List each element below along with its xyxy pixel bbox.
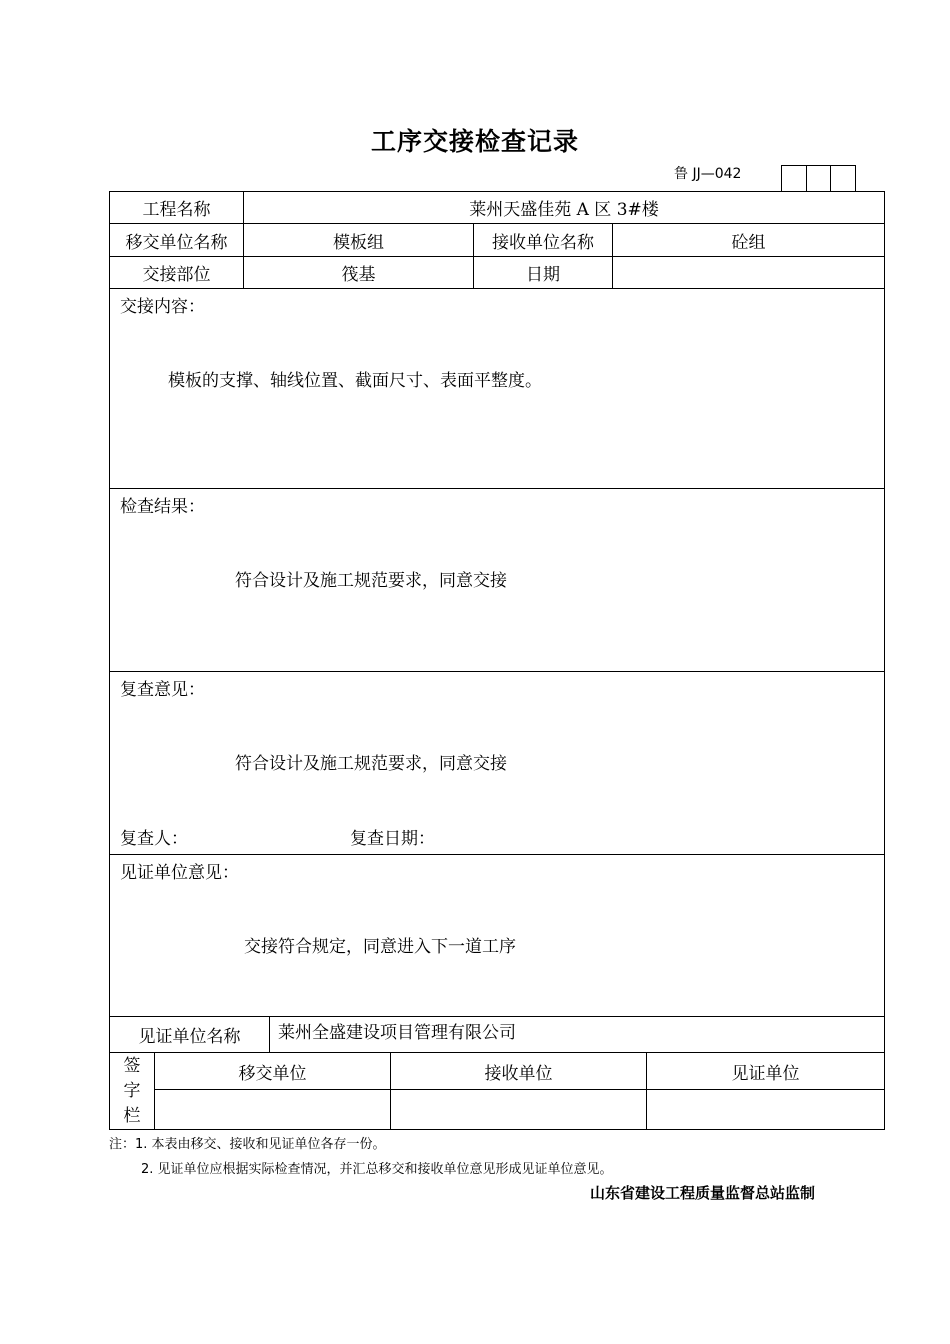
witness-opinion-text: 交接符合规定，同意进入下一道工序 bbox=[244, 937, 516, 957]
signature-label-char: 栏 bbox=[123, 1105, 141, 1126]
project-name-label: 工程名称 bbox=[142, 200, 211, 220]
number-box bbox=[830, 165, 856, 191]
column-divider bbox=[269, 1016, 270, 1052]
signature-label-char: 签 bbox=[123, 1055, 141, 1076]
date-label: 日期 bbox=[526, 265, 560, 285]
review-opinion-label: 复查意见： bbox=[120, 680, 205, 700]
witness-opinion-label: 见证单位意见： bbox=[120, 863, 239, 883]
reviewer-label: 复查人： bbox=[120, 829, 188, 849]
row-divider bbox=[110, 854, 884, 855]
handover-form-table bbox=[109, 191, 885, 1130]
project-name-value: 莱州天盛佳苑 A 区 3#楼 bbox=[469, 200, 659, 220]
row-divider bbox=[110, 288, 884, 289]
handover-part-label: 交接部位 bbox=[142, 265, 211, 285]
receive-unit-value: 砼组 bbox=[731, 232, 766, 253]
transfer-unit-value: 模板组 bbox=[333, 232, 384, 253]
signature-transfer-unit-cell bbox=[155, 1090, 390, 1129]
transfer-unit-label: 移交单位名称 bbox=[125, 232, 228, 253]
witness-unit-name-label: 见证单位名称 bbox=[138, 1027, 241, 1047]
review-opinion-text: 符合设计及施工规范要求，同意交接 bbox=[235, 754, 507, 774]
date-value bbox=[613, 257, 884, 288]
signature-witness-unit-header: 见证单位 bbox=[731, 1063, 800, 1084]
signature-witness-unit-cell bbox=[647, 1090, 884, 1129]
page-title: 工序交接检查记录 bbox=[370, 127, 579, 156]
handover-part-value: 筏基 bbox=[341, 265, 376, 285]
form-number-boxes bbox=[781, 165, 856, 191]
witness-unit-name-value: 莱州全盛建设项目管理有限公司 bbox=[278, 1023, 516, 1043]
note-1: 注：1. 本表由移交、接收和见证单位各存一份。 bbox=[109, 1137, 386, 1152]
signature-label-char: 字 bbox=[123, 1080, 141, 1101]
supervisor-footer: 山东省建设工程质量监督总站监制 bbox=[590, 1184, 816, 1202]
row-divider bbox=[110, 488, 884, 489]
number-box bbox=[781, 165, 806, 191]
signature-receive-unit-header: 接收单位 bbox=[484, 1063, 553, 1084]
review-date-label: 复查日期： bbox=[350, 829, 435, 849]
signature-receive-unit-cell bbox=[391, 1090, 646, 1129]
number-box bbox=[806, 165, 831, 191]
inspection-result-text: 符合设计及施工规范要求，同意交接 bbox=[235, 571, 507, 591]
row-divider bbox=[110, 671, 884, 672]
handover-content-text: 模板的支撑、轴线位置、截面尺寸、表面平整度。 bbox=[168, 371, 542, 391]
form-code: 鲁 JJ—042 bbox=[674, 166, 742, 182]
note-2: 2. 见证单位应根据实际检查情况，并汇总移交和接收单位意见形成见证单位意见。 bbox=[141, 1162, 613, 1177]
inspection-result-label: 检查结果： bbox=[120, 497, 205, 517]
handover-content-label: 交接内容： bbox=[120, 297, 205, 317]
receive-unit-label: 接收单位名称 bbox=[492, 232, 594, 253]
signature-transfer-unit-header: 移交单位 bbox=[238, 1063, 307, 1084]
signature-column-label bbox=[110, 1053, 154, 1129]
